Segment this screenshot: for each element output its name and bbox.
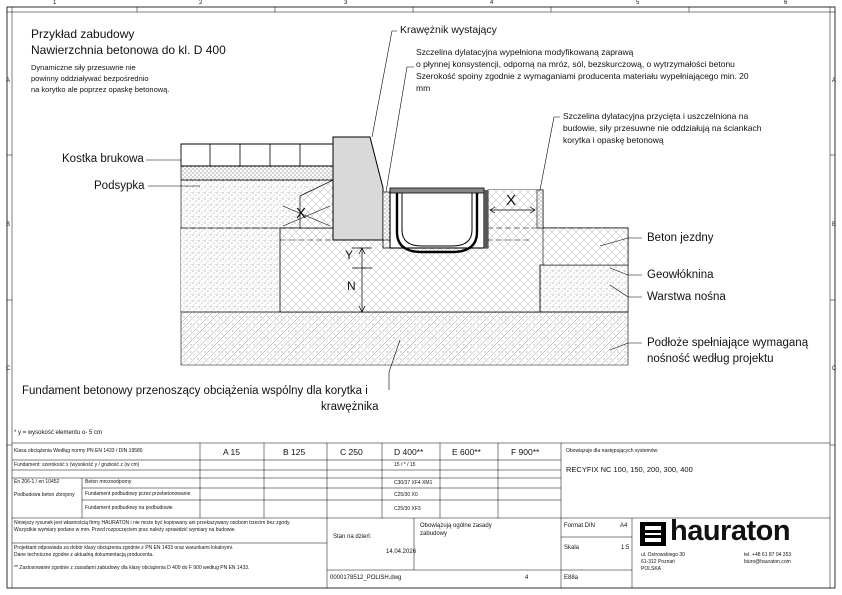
zasady-line-1: Obowiązują ogólne zasady xyxy=(420,523,492,529)
callout-road-concrete: Beton jezdny xyxy=(647,232,714,244)
callout-paving: Kostka brukowa xyxy=(62,153,144,165)
expansion-joint-left xyxy=(383,192,390,240)
grid-row-a: A xyxy=(6,78,11,84)
callout-geotextile: Geowłóknina xyxy=(647,269,714,281)
table-foundation-value: 15 / * / 15 xyxy=(394,462,416,468)
table-foundation-label: Fundament: szerokość x (wysokość y / grubość z (w cm) xyxy=(14,462,140,468)
title-line-2: Nawierzchnia betonowa do kl. D 400 xyxy=(31,43,226,57)
callout-joint-1-l4: mm xyxy=(416,83,431,93)
note-line-1: Dynamiczne siły przesuwne nie xyxy=(31,63,136,72)
class-d400: D 400** xyxy=(394,447,424,457)
grid-col-1: 1 xyxy=(53,0,57,6)
table-row4-mid: Fundament podbudowy przez przebetonowanie xyxy=(85,491,191,497)
grid-col-5: 5 xyxy=(636,0,640,6)
legal-line-1: Niniejszy rysunek jest własnością firmy HAURATON i nie może być kopiowany ani przekazywany osobom trzecim bez zgody. xyxy=(14,520,291,526)
callout-joint-2-l1: Szczelina dylatacyjna przycięta i uszczelniona na xyxy=(563,111,749,121)
callout-joint-1-l1: Szczelina dylatacyjna wypełniona modyfikowaną zaprawą xyxy=(416,47,634,57)
legal-line-3: Projektant odpowiada za dobór klasy obciążenia zgodnie z PN EN 1433 oraz warunkami lokalnymi. xyxy=(14,545,234,551)
format-label: Format DIN xyxy=(564,523,596,529)
note-line-3: na korytko ale poprzez opaskę betonową. xyxy=(31,85,170,94)
hauraton-logo-icon xyxy=(640,522,666,546)
grid-col-2: 2 xyxy=(199,0,203,6)
label-y: Y xyxy=(345,248,354,262)
grating xyxy=(390,188,484,193)
file-name: 0000178512_POLISH.dwg xyxy=(330,575,402,581)
callout-subgrade-l2: nośność według projektu xyxy=(647,353,774,365)
email: biuro@hauraton.com xyxy=(744,559,791,565)
stan-date: 14.04.2026 xyxy=(386,549,417,555)
callout-joint-1-l2: o płynnej konsystencji, odporną na mróz, sól, bezskurczową, o wytrzymałości betonu xyxy=(416,59,735,69)
callout-joint-2-l2: budowie, siły przesuwne nie oddziałują na ściankach xyxy=(563,123,762,133)
callout-joint-1-l3: Szerokość spoiny zgodnie z wymaganiami producenta materiału wypełniającego min. 20 xyxy=(416,71,749,81)
label-n: N xyxy=(347,279,356,293)
grid-row-c-right: C xyxy=(832,366,837,372)
table-frost-label: Beton mrozoodporny xyxy=(85,479,132,485)
table-norm-label: En 206-1 / en 10452 xyxy=(14,479,60,485)
note-line-2: powinny oddziaływać bezpośrednio xyxy=(31,74,149,83)
label-x-left: X xyxy=(296,205,307,222)
scale-label: Skala xyxy=(564,545,580,551)
sheet-number: 4 xyxy=(525,575,529,581)
grid-row-a-right: A xyxy=(832,78,837,84)
class-a15: A 15 xyxy=(223,447,241,457)
brand-wordmark: hauraton xyxy=(670,515,791,547)
eb-label: E88a xyxy=(564,575,579,581)
grid-col-4: 4 xyxy=(490,0,494,6)
callout-foundation-l2: krawężnika xyxy=(321,401,379,413)
grid-row-b-right: B xyxy=(832,222,837,228)
callout-base: Warstwa nośna xyxy=(647,291,726,303)
class-f900: F 900** xyxy=(511,447,540,457)
grid-col-3: 3 xyxy=(344,0,348,6)
grid-row-c: C xyxy=(6,366,11,372)
stan-label: Stan na dzień: xyxy=(333,534,372,540)
callout-bedding: Podsypka xyxy=(94,180,145,192)
title-line-1: Przykład zabudowy xyxy=(31,27,135,41)
table-reinforced-label: Podbudowa beton zbrojony xyxy=(14,492,75,498)
zasady-line-2: zabudowy xyxy=(420,531,448,537)
table-row5-value: C25/30 XF3 xyxy=(394,506,421,512)
legal-line-2: Wszystkie wymiary podano w mm. Przed rozpoczęciem prac należy sprawdzić wymiary na budowie. xyxy=(14,527,236,533)
callout-curb: Krawężnik wystający xyxy=(400,24,497,36)
curb-stone xyxy=(333,137,383,240)
table-row5-mid: Fundament podbudowy na podbudowie xyxy=(85,505,173,511)
systems-label: Obowiązuje dla następujących systemów: xyxy=(566,448,659,454)
callout-subgrade-l1: Podłoże spełniające wymaganą xyxy=(647,337,809,349)
label-x-right: X xyxy=(506,192,517,209)
table-row4-value: C25/30 X0 xyxy=(394,492,418,498)
class-c250: C 250 xyxy=(340,447,363,457)
legal-line-5: ** Zastosowanie zgodnie z zasadami zabudowy dla klasy obciążenia D 400 do F 900 według PN EN 1433. xyxy=(14,565,250,571)
paving-stones xyxy=(181,144,333,166)
class-e600: E 600** xyxy=(452,447,481,457)
address-line-1: ul. Ostrowskiego 30 xyxy=(641,552,685,558)
scale-value: 1:5 xyxy=(621,545,630,551)
phone: tel. +48 61 87 04 353 xyxy=(744,552,792,558)
expansion-joint-right xyxy=(537,190,543,228)
callout-joint-2-l3: korytka i opaskę betonową xyxy=(563,135,664,145)
road-concrete xyxy=(543,228,628,265)
class-b125: B 125 xyxy=(283,447,306,457)
bedding-sand xyxy=(181,166,333,180)
grid-col-6: 6 xyxy=(784,0,788,6)
systems-value: RECYFIX NC 100, 150, 200, 300, 400 xyxy=(566,465,693,474)
legal-line-4: Dane techniczne zgodne z aktualną dokumentacją producenta. xyxy=(14,552,154,558)
format-value: A4 xyxy=(620,523,628,529)
callout-foundation-l1: Fundament betonowy przenoszący obciążenia wspólny dla korytka i xyxy=(22,385,368,397)
address-line-3: POLSKA xyxy=(641,566,662,572)
grid-row-b: B xyxy=(6,222,11,228)
address-line-2: 61-312 Poznań xyxy=(641,559,675,565)
table-load-class-label: Klasa obciążenia Według normy PN EN 1433 / DIN 19580 xyxy=(14,448,143,454)
table-frost-value: C30/37 XF4 XM1 xyxy=(394,480,433,486)
footnote: * y = wysokość elementu o- 5 cm xyxy=(14,430,102,436)
